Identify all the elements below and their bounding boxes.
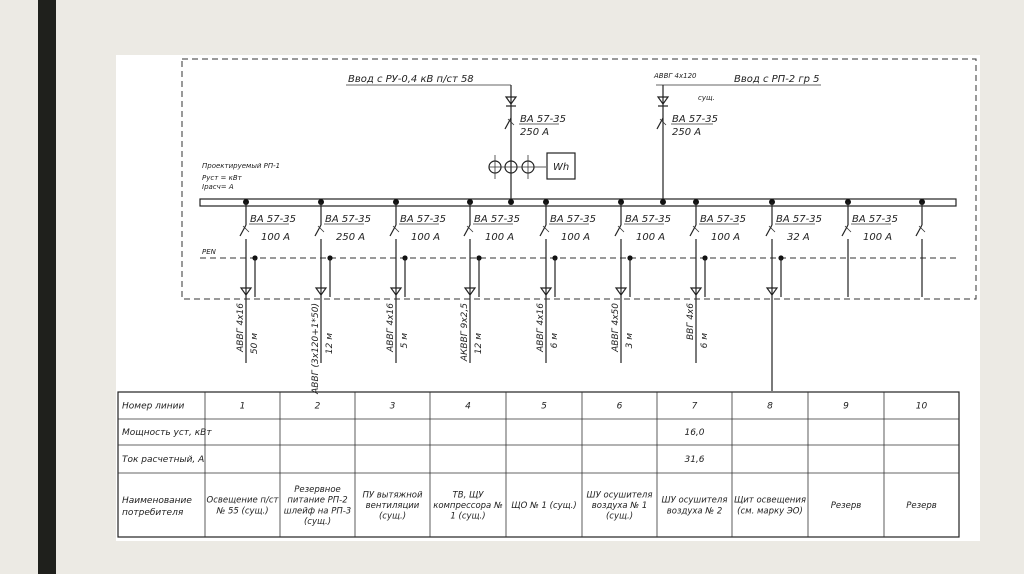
line-cable-length: 6 м	[700, 333, 710, 349]
line-cable-length: 6 м	[550, 333, 560, 349]
line-cable-type: АВВГ 4х50	[611, 303, 621, 352]
line-cable-length: 12 м	[474, 333, 484, 355]
line-cable-type: АВВГ 4х16	[386, 303, 396, 352]
line-breaker-type: ВА 57-35	[400, 214, 446, 225]
line-2	[311, 199, 371, 395]
line-cable-length: 50 м	[250, 333, 260, 355]
busbar	[200, 199, 956, 206]
table-consumer-name: Резерв	[830, 500, 862, 511]
line-cable-length: 3 м	[625, 333, 635, 349]
line-breaker-type: ВА 57-35	[474, 214, 520, 225]
energy-meter-label: Wh	[553, 162, 570, 173]
drawing-sheet	[116, 55, 980, 541]
line-breaker-current: 250 А	[336, 232, 366, 243]
consumers-table	[118, 392, 959, 537]
table-consumer-name: ШУ осушителя воздуха № 1 (сущ.)	[586, 490, 653, 522]
panel-title: Проектируемый РП-1	[202, 162, 281, 170]
table-consumer-name: Щит освещения (см. марку ЭО)	[733, 495, 807, 517]
line-cable-type: АВВГ 4х16	[236, 303, 246, 352]
table-line-number: 7	[691, 401, 698, 412]
table-line-number: 10	[915, 401, 928, 412]
table-line-number: 5	[541, 401, 547, 412]
table-consumer-name: ТВ, ЩУ компрессора № 1 (сущ.)	[433, 490, 503, 522]
line-5	[536, 199, 596, 363]
table-line-number: 6	[616, 401, 623, 412]
outgoing-lines	[236, 199, 925, 395]
main-breaker-current: 250 А	[520, 127, 550, 138]
line-4	[460, 199, 520, 363]
line-breaker-current: 100 А	[863, 232, 893, 243]
panel-current-line: Iрасч= А	[202, 183, 234, 191]
table-current-value: 31,6	[684, 455, 705, 466]
line-breaker-type: ВА 57-35	[550, 214, 596, 225]
line-3	[386, 199, 446, 363]
reserve-input	[653, 72, 821, 202]
reserve-breaker-type: ВА 57-35	[672, 114, 718, 125]
line-breaker-type: ВА 57-35	[625, 214, 671, 225]
line-breaker-current: 100 А	[261, 232, 291, 243]
line-cable-type: АВВГ 4х16	[536, 303, 546, 352]
table-line-number: 3	[389, 401, 396, 412]
line-breaker-type: ВА 57-35	[852, 214, 898, 225]
line-breaker-current: 100 А	[485, 232, 515, 243]
table-row-header: Номер линии	[122, 401, 185, 412]
table-consumer-name: ШУ осушителя воздуха № 2	[661, 495, 728, 517]
line-1	[236, 199, 296, 363]
main-input	[346, 74, 575, 202]
panel-boundary	[182, 59, 976, 299]
line-breaker-current: 32 А	[787, 232, 810, 243]
reserve-input-label: Ввод с РП-2 гр 5	[734, 74, 820, 85]
table-line-number: 1	[239, 401, 246, 412]
line-breaker-current: 100 А	[411, 232, 441, 243]
pen-label: PEN	[202, 248, 216, 256]
line-breaker-current: 100 А	[636, 232, 666, 243]
table-line-number: 4	[465, 401, 471, 412]
line-cable-type: АВВГ (3х120+1*50)	[311, 303, 321, 394]
reserve-cable-note: сущ.	[698, 94, 715, 102]
table-row-header: Ток расчетный, А	[122, 455, 205, 465]
line-breaker-current: 100 А	[561, 232, 591, 243]
reserve-cable-label: АВВГ 4х120	[654, 72, 697, 80]
line-8	[766, 199, 822, 391]
table-line-number: 9	[843, 401, 849, 412]
reserve-breaker-current: 250 А	[672, 127, 702, 138]
line-breaker-type: ВА 57-35	[250, 214, 296, 225]
line-cable-type: АКВВГ 9х2,5	[460, 303, 470, 362]
table-consumer-name: ЩО № 1 (сущ.)	[511, 500, 577, 511]
line-6	[611, 199, 671, 363]
line-breaker-type: ВА 57-35	[776, 214, 822, 225]
line-breaker-type: ВА 57-35	[700, 214, 746, 225]
table-power-value: 16,0	[684, 428, 705, 439]
table-line-number: 2	[314, 401, 321, 412]
line-10	[916, 199, 925, 297]
line-breaker-current: 100 А	[711, 232, 741, 243]
main-input-label: Ввод с РУ-0,4 кВ п/ст 58	[348, 74, 474, 85]
line-7	[686, 199, 746, 363]
main-breaker-type: ВА 57-35	[520, 114, 566, 125]
single-line-diagram	[116, 55, 980, 541]
table-row-header: Наименование потребителя	[122, 496, 192, 518]
line-cable-length: 12 м	[325, 333, 335, 355]
line-9	[842, 199, 898, 297]
table-consumer-name: ПУ вытяжной вентиляции (сущ.)	[362, 490, 423, 522]
line-breaker-type: ВА 57-35	[325, 214, 371, 225]
panel-power-line: Руст = кВт	[202, 174, 242, 182]
table-consumer-name: Резервное питание РП-2 шлейф на РП-3 (сущ.)	[283, 485, 352, 527]
table-consumer-name: Резерв	[906, 500, 937, 511]
line-cable-length: 5 м	[400, 333, 410, 349]
table-row-header: Мощность уст, кВт	[122, 428, 212, 438]
line-cable-type: ВВГ 4х6	[686, 303, 696, 341]
table-line-number: 8	[767, 401, 773, 412]
table-consumer-name: Освещение п/ст № 55 (сущ.)	[206, 495, 279, 517]
slide-left-bar	[38, 0, 56, 574]
